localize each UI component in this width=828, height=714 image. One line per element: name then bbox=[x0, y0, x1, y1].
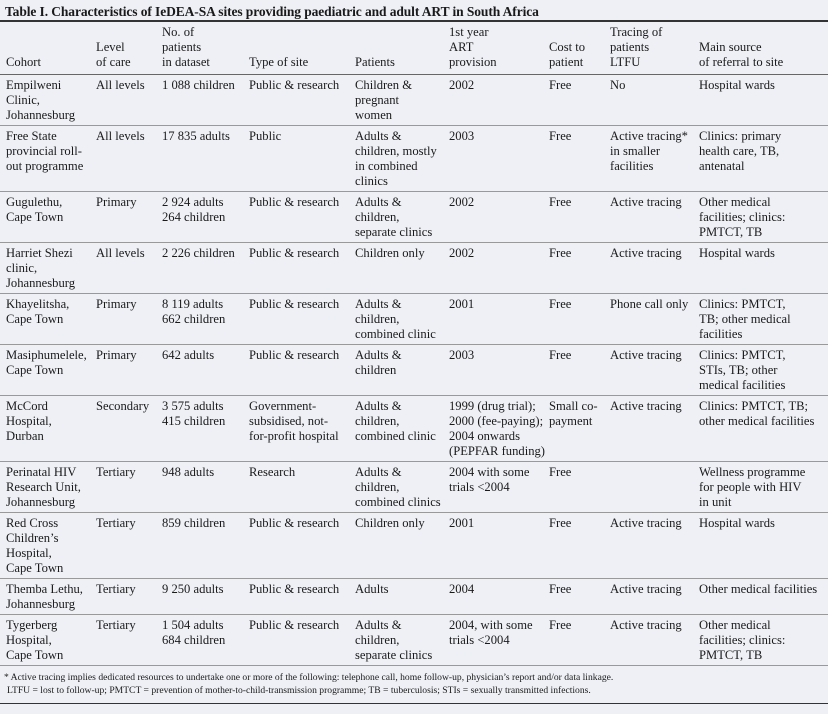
table-cell: 9 250 adults bbox=[162, 582, 224, 596]
table-cell: 2 226 children bbox=[162, 246, 235, 260]
table-cell: Clinics: PMTCT, TB; other medical facilities bbox=[699, 297, 791, 341]
footnote-active-tracing: * Active tracing implies dedicated resources to undertake one or more of the following: telephone call, home follow-up, physician’s report and/or data linkage. bbox=[4, 672, 614, 683]
table-cell: Free bbox=[549, 465, 572, 479]
column-header: 1st year ART provision bbox=[449, 25, 497, 69]
table-cell: Clinics: PMTCT, STIs, TB; other medical facilities bbox=[699, 348, 786, 392]
table-cell: Free bbox=[549, 129, 572, 143]
table-cell: Adults & children, combined clinic bbox=[355, 297, 436, 341]
table-cell: Harriet Shezi clinic, Johannesburg bbox=[6, 246, 76, 290]
table-row bbox=[0, 126, 828, 192]
table-cell: 3 575 adults 415 children bbox=[162, 399, 226, 428]
table-cell: Themba Lethu, Johannesburg bbox=[6, 582, 83, 611]
table-cell: 2001 bbox=[449, 297, 475, 311]
table-cell: Tertiary bbox=[96, 465, 136, 479]
table-cell: 2004 bbox=[449, 582, 475, 596]
table-cell: Free bbox=[549, 246, 572, 260]
table-row bbox=[0, 75, 828, 126]
table-cell: Active tracing bbox=[610, 618, 682, 632]
table-cell: Free bbox=[549, 516, 572, 530]
table-cell: Public & research bbox=[249, 582, 340, 596]
table-cell: Active tracing bbox=[610, 516, 682, 530]
table-cell: Adults bbox=[355, 582, 389, 596]
table-cell: Children only bbox=[355, 246, 425, 260]
table-cell: Small co- payment bbox=[549, 399, 598, 428]
characteristics-table bbox=[0, 22, 828, 666]
table-row bbox=[0, 192, 828, 243]
table-cell: All levels bbox=[96, 78, 145, 92]
table-cell: 1999 (drug trial); 2000 (fee-paying); 2004 onwards (PEPFAR funding) bbox=[449, 399, 545, 458]
column-header: Type of site bbox=[249, 55, 309, 69]
table-cell: Active tracing bbox=[610, 582, 682, 596]
table-cell: 2001 bbox=[449, 516, 475, 530]
table-cell: Clinics: primary health care, TB, antenatal bbox=[699, 129, 782, 173]
table-cell: 948 adults bbox=[162, 465, 215, 479]
table-cell: Free bbox=[549, 78, 572, 92]
table-cell: Adults & children bbox=[355, 348, 402, 377]
table-cell: Primary bbox=[96, 297, 137, 311]
table-cell: 17 835 adults bbox=[162, 129, 230, 143]
table-cell: No bbox=[610, 78, 626, 92]
table-cell: Adults & children, separate clinics bbox=[355, 618, 433, 662]
column-header: Cost to patient bbox=[549, 40, 586, 69]
table-cell: Primary bbox=[96, 348, 137, 362]
table-title: Table I. Characteristics of IeDEA-SA sites providing paediatric and adult ART in South Africa bbox=[5, 4, 539, 19]
table-cell: Public & research bbox=[249, 246, 340, 260]
bottom-rule bbox=[0, 703, 828, 704]
table-cell: 2002 bbox=[449, 78, 475, 92]
table-cell: Tertiary bbox=[96, 582, 136, 596]
table-cell: 859 children bbox=[162, 516, 226, 530]
table-cell: Other medical facilities; clinics: PMTCT, TB bbox=[699, 618, 786, 662]
table-cell: Other medical facilities bbox=[699, 582, 818, 596]
table-cell: Adults & children, combined clinic bbox=[355, 399, 436, 443]
table-cell: McCord Hospital, Durban bbox=[6, 399, 52, 443]
table-cell: Secondary bbox=[96, 399, 150, 413]
column-header: No. of patients in dataset bbox=[162, 25, 210, 69]
table-cell: Gugulethu, Cape Town bbox=[6, 195, 64, 224]
table-cell: Free bbox=[549, 348, 572, 362]
table-cell: 642 adults bbox=[162, 348, 215, 362]
table-cell: Free bbox=[549, 582, 572, 596]
table-cell: 2003 bbox=[449, 129, 475, 143]
table-cell: 2002 bbox=[449, 246, 475, 260]
table-cell: Adults & children, combined clinics bbox=[355, 465, 441, 509]
table-cell: Hospital wards bbox=[699, 78, 775, 92]
table-row bbox=[0, 579, 828, 615]
table-cell: Public & research bbox=[249, 195, 340, 209]
table-cell bbox=[610, 462, 699, 513]
table-cell: Children & pregnant women bbox=[355, 78, 413, 122]
table-cell: Free bbox=[549, 618, 572, 632]
table-cell: 2002 bbox=[449, 195, 475, 209]
table-row bbox=[0, 462, 828, 513]
table-cell: Free State provincial roll- out programme bbox=[6, 129, 84, 173]
table-cell: Public bbox=[249, 129, 282, 143]
table-cell: 1 088 children bbox=[162, 78, 235, 92]
table-cell: Public & research bbox=[249, 348, 340, 362]
table-cell: Government- subsidised, not- for-profit hospital bbox=[249, 399, 339, 443]
table-row bbox=[0, 615, 828, 666]
table-cell: Phone call only bbox=[610, 297, 689, 311]
table-cell: Tertiary bbox=[96, 618, 136, 632]
table-cell: Public & research bbox=[249, 516, 340, 530]
table-cell: Other medical facilities; clinics: PMTCT, TB bbox=[699, 195, 786, 239]
table-cell: Clinics: PMTCT, TB; other medical facilities bbox=[699, 399, 815, 428]
table-cell: Free bbox=[549, 297, 572, 311]
table-cell: Active tracing bbox=[610, 195, 682, 209]
table-cell: Public & research bbox=[249, 297, 340, 311]
table-cell: Adults & children, mostly in combined clinics bbox=[355, 129, 437, 188]
column-header: Cohort bbox=[6, 55, 41, 69]
table-cell: Perinatal HIV Research Unit, Johannesburg bbox=[6, 465, 81, 509]
table-cell: 2004 with some trials <2004 bbox=[449, 465, 530, 494]
table-row bbox=[0, 513, 828, 579]
table-row bbox=[0, 243, 828, 294]
table-cell: 1 504 adults 684 children bbox=[162, 618, 226, 647]
table-cell: Active tracing bbox=[610, 348, 682, 362]
table-row bbox=[0, 345, 828, 396]
table-cell: Active tracing* in smaller facilities bbox=[610, 129, 688, 173]
table-row bbox=[0, 294, 828, 345]
table-cell: Adults & children, separate clinics bbox=[355, 195, 433, 239]
table-cell: Active tracing bbox=[610, 399, 682, 413]
table-cell: All levels bbox=[96, 246, 145, 260]
table-cell: Khayelitsha, Cape Town bbox=[6, 297, 70, 326]
table-cell: Children only bbox=[355, 516, 425, 530]
column-header: Level of care bbox=[96, 40, 131, 69]
table-cell: Tygerberg Hospital, Cape Town bbox=[6, 618, 64, 662]
footnote-abbreviations: LTFU = lost to follow-up; PMTCT = prevention of mother-to-child-transmission programme; TB = tuberculosis; STIs = sexually transmitted infections. bbox=[7, 684, 591, 696]
footnotes bbox=[0, 666, 828, 697]
table-header-row bbox=[0, 22, 828, 75]
table-cell: 2004, with some trials <2004 bbox=[449, 618, 533, 647]
table-cell: Red Cross Children’s Hospital, Cape Town bbox=[6, 516, 64, 575]
table-cell: Empilweni Clinic, Johannesburg bbox=[6, 78, 76, 122]
table-cell: 8 119 adults 662 children bbox=[162, 297, 226, 326]
table-cell: Masiphumelele, Cape Town bbox=[6, 348, 87, 377]
column-header: Main source of referral to site bbox=[699, 40, 784, 69]
table-cell: 2 924 adults 264 children bbox=[162, 195, 226, 224]
table-row bbox=[0, 396, 828, 462]
column-header: Tracing of patients LTFU bbox=[610, 25, 663, 69]
table-cell: Wellness programme for people with HIV in unit bbox=[699, 465, 806, 509]
table-cell: Active tracing bbox=[610, 246, 682, 260]
table-cell: Research bbox=[249, 465, 296, 479]
table-cell: Hospital wards bbox=[699, 246, 775, 260]
table-cell: Free bbox=[549, 195, 572, 209]
table-cell: Public & research bbox=[249, 78, 340, 92]
column-header: Patients bbox=[355, 55, 395, 69]
table-cell: Tertiary bbox=[96, 516, 136, 530]
table-cell: 2003 bbox=[449, 348, 475, 362]
table-cell: Primary bbox=[96, 195, 137, 209]
table-cell: Hospital wards bbox=[699, 516, 775, 530]
table-cell: All levels bbox=[96, 129, 145, 143]
table-cell: Public & research bbox=[249, 618, 340, 632]
